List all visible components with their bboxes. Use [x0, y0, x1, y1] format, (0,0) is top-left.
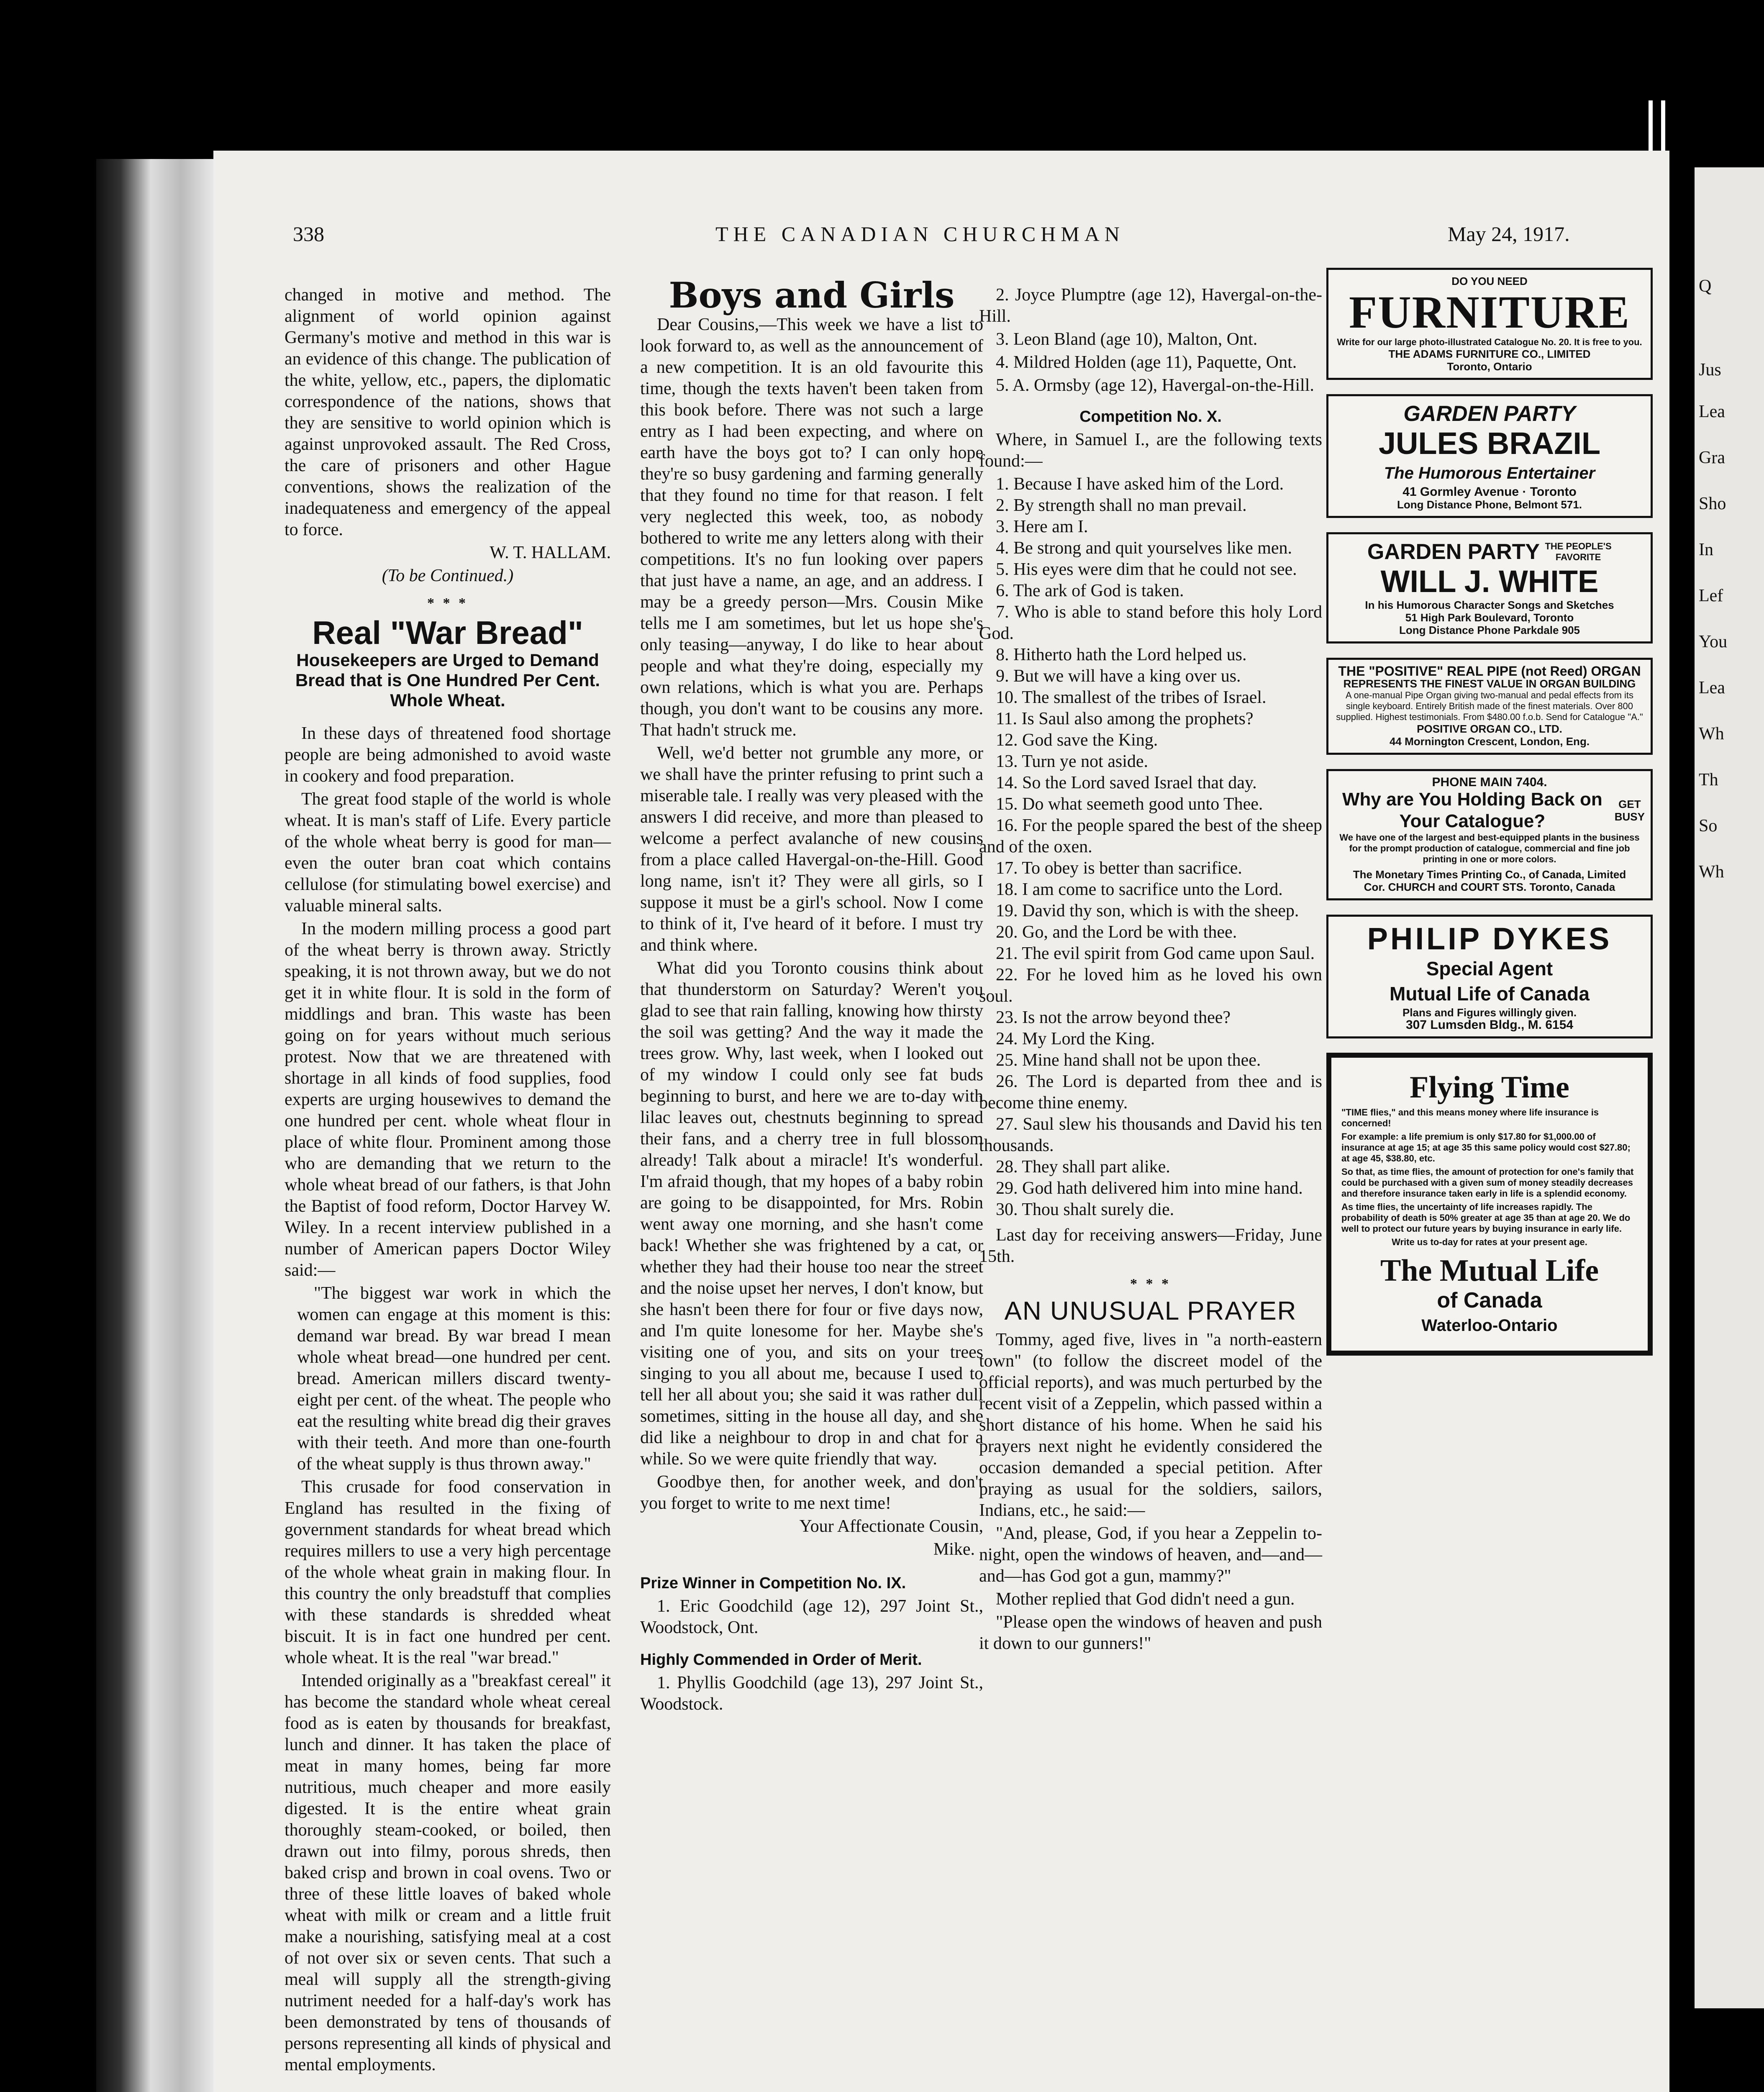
edge-word: Sho [1699, 494, 1726, 513]
edge-word: Wh [1699, 862, 1724, 882]
masthead-title: THE CANADIAN CHURCHMAN [715, 222, 1125, 246]
edge-word: In [1699, 540, 1713, 559]
column-2 [640, 274, 983, 1717]
article-paragraph: "Please open the windows of heaven and push it down to our gunners!" [979, 1613, 1322, 1653]
article-paragraph: This crusade for food conservation in England has resulted in the fixing of government standards for wheat bread which requires millers to use a very high percentage of the whole wheat grain in making flour. In this country the only breadstuff that complies with these standards is shredded wheat biscuit. It is in fact one hundred per cent. whole wheat. It is the real "war bread." [285, 1477, 611, 1667]
list-item: 7. Who is able to stand before this holy Lord God. [979, 602, 1322, 643]
merit-heading: Highly Commended in Order of Merit. [640, 1651, 922, 1669]
article-paragraph: The great food staple of the world is whole wheat. It is man's staff of Life. Every particle of the whole wheat berry is good for man—even the outer bran coat which contains cellulose (for stimulating bowel exercise) and valuable mineral salts. [285, 790, 611, 915]
list-item: 29. God hath delivered him into mine hand. [996, 1179, 1303, 1198]
letter-paragraph: Dear Cousins,—This week we have a list to look forward to, as well as the announcement of a new competition. It is an old favourite this time, though the texts haven't been taken from this book before. There was not such a large entry as I had been expecting, and where on earth have the boys got to? I can only hope they're so busy gardening and farming generally that they found no time for that reason. I felt very neglected this week, too, as nobody bothered to write me any letters along with their competitions. It's no fun looking over papers that just have a name, an age, and an address. I may be a greedy person—Mrs. Cousin Mike tells me I am sometimes, but let us hope she's only teasing—anyway, I do like to hear about people and what they're doing, especially my own relations, which is what you are. Perhaps though, you don't want to be cousins any more. That hadn't struck me. [640, 315, 983, 740]
list-item: 10. The smallest of the tribes of Israel. [996, 688, 1267, 707]
ad-positive-organ [1326, 658, 1653, 755]
ad-line: 307 Lumsden Bldg., M. 6154 [1405, 1018, 1574, 1032]
letter-closing: Your Affectionate Cousin, [799, 1517, 983, 1536]
list-item: 27. Saul slew his thousands and David his ten thousands. [979, 1115, 1322, 1155]
list-item: 4. Be strong and quit yourselves like men. [996, 538, 1292, 558]
page-header [293, 222, 1665, 251]
prize-entry: 1. Eric Goodchild (age 12), 297 Joint St., Woodstock, Ont. [640, 1597, 983, 1637]
letter-signature: Mike. [933, 1540, 975, 1559]
list-item: 30. Thou shalt surely die. [996, 1200, 1174, 1219]
article-paragraph: Mother replied that God didn't need a gun. [996, 1590, 1295, 1609]
ad-mutual-life [1326, 1053, 1653, 1356]
ad-line: A one-manual Pipe Organ giving two-manual and pedal effects from its single keyboard. Entirely British made of the finest materials. Over 800 supplied. Highest testimonials. From $480.00 f.o.b. Send for Catalogue "A." [1336, 690, 1643, 722]
ad-line: So that, as time flies, the amount of protection for one's family that could be purchased with a given sum of money steadily decreases and therefore insurance taken early in life is a splendid economy. [1341, 1166, 1634, 1199]
list-item: 23. Is not the arrow beyond thee? [996, 1008, 1231, 1027]
edge-word: You [1699, 632, 1728, 651]
list-item: 14. So the Lord saved Israel that day. [996, 773, 1257, 792]
ad-line: Plans and Figures willingly given. [1402, 1006, 1577, 1019]
ad-line: Write us to-day for rates at your present age. [1392, 1237, 1587, 1247]
list-item: 12. God save the King. [996, 731, 1158, 750]
ad-line: Waterloo-Ontario [1421, 1316, 1558, 1335]
list-item: 13. Turn ye not aside. [996, 752, 1149, 771]
ad-headline: JULES BRAZIL [1378, 426, 1601, 461]
article-title: Real "War Bread" [312, 614, 583, 651]
ad-headline: WILL J. WHITE [1380, 564, 1599, 599]
ad-headline: Flying Time [1410, 1070, 1569, 1105]
ad-line: Mutual Life of Canada [1390, 983, 1590, 1005]
article-subtitle: Housekeepers are Urged to Demand Bread that is One Hundred Per Cent. Whole Wheat. [295, 650, 600, 710]
article-author: W. T. HALLAM. [490, 543, 611, 562]
ad-line: As time flies, the uncertainty of life increases rapidly. The probability of death is 50% greater at age 35 than at age 20. We do well to protect our future years by buying insurance in early life. [1341, 1202, 1631, 1234]
list-item: 18. I am come to sacrifice unto the Lord. [996, 880, 1283, 899]
ad-line: Special Agent [1426, 958, 1553, 979]
column-1 [285, 285, 611, 2077]
continued-note: (To be Continued.) [382, 566, 514, 585]
ad-line: PHONE MAIN 7404. [1432, 775, 1547, 789]
ad-line: "TIME flies," and this means money where life insurance is concerned! [1341, 1107, 1599, 1128]
list-item: 8. Hitherto hath the Lord helped us. [996, 645, 1247, 664]
ad-adams-furniture [1326, 268, 1653, 380]
ad-will-white [1326, 532, 1653, 643]
issue-date: May 24, 1917. [1448, 222, 1570, 246]
article-quote: "The biggest war work in which the women can engage at this moment is this: demand war bread. By war bread I mean whole wheat bread—one hundred per cent. bread. American millers discard twenty-eight per cent. of the wheat. The people who eat the resulting white bread dig their graves with their teeth. And more than one-fourth of the wheat supply is thus thrown away." [297, 1284, 611, 1474]
merit-entry: 4. Mildred Holden (age 11), Paquette, Ont. [996, 353, 1297, 372]
article-paragraph: changed in motive and method. The alignment of world opinion against Germany's motive and method in this war is an evidence of this change. The publication of the white, yellow, etc., papers, the diplomatic correspondence of the nations, shows that they are sensitive to world opinion which is against unprovoked assault. The Red Cross, the care of prisoners and other Hague conventions, shows the realization of the inadequateness and emergency of the appeal to force. [285, 285, 611, 539]
letter-paragraph: What did you Toronto cousins think about that thunderstorm on Saturday? Weren't you glad to see that rain falling, knowing how thirsty the soil was getting? And the way it made the trees grow. Why, last week, when I looked out of my window I could only see fat buds beginning to burst, and here we are to-day with lilac leaves out, chestnuts beginning to spread their fans, and a cherry tree in full blossom already! Talk about a miracle! It's wonderful. I'm afraid though, that my hopes of a baby robin are going to be disappointed, for Mrs. Robin went away one morning, and she hasn't come back! Whether she was frightened by a cat, or whether they had their house too near the street and the noise upset her nerves, I don't know, but she hasn't been there for four or five days now, and I'm quite lonesome for her. Maybe she's visiting one of you, and sits on your trees singing to you all about me, because I used to tell her all about you; she said it was rather dull sometimes, sitting in the house all day, and she did like a neighbour to drop in and chat for a while. So we were quite friendly that way. [640, 959, 983, 1469]
list-item: 5. His eyes were dim that he could not see. [996, 560, 1297, 579]
list-item: 28. They shall part alike. [996, 1157, 1170, 1177]
edge-word: Lea [1699, 678, 1725, 697]
article-paragraph: Intended originally as a "breakfast cereal" it has become the standard whole wheat cereal food as is eaten by thousands for breakfast, lunch and dinner. It has taken the place of meat in many homes, being far more nutritious, much cheaper and more easily digested. It is the entire wheat grain thoroughly steam-cooked, or boiled, then drawn out into filmy, porous shreds, then baked crisp and brown in coal ovens. Two or three of these little loaves of baked whole wheat with milk or cream and a little fruit make a nourishing, satisfying meal at a cost of not over six or seven cents. That such a meal will supply all the strength-giving nutriment needed for a half-day's work has been demonstrated by tens of thousands of persons representing all kinds of physical and mental employments. [285, 1671, 611, 2074]
ad-line: REPRESENTS THE FINEST VALUE IN ORGAN BUILDING [1343, 677, 1636, 690]
list-item: 24. My Lord the King. [996, 1029, 1155, 1049]
section-ornament: * * * [427, 595, 468, 611]
scanner-marker-top [1649, 100, 1665, 155]
competition-heading: Competition No. X. [1079, 408, 1222, 426]
article-title: AN UNUSUAL PRAYER [1004, 1297, 1297, 1325]
list-item: 25. Mine hand shall not be upon thee. [996, 1051, 1261, 1070]
article-paragraph: "And, please, God, if you hear a Zeppelin to-night, open the windows of heaven, and—and—and—has God got a gun, mammy?" [979, 1524, 1322, 1586]
edge-word: Gra [1699, 448, 1725, 467]
edge-word: Lef [1699, 586, 1723, 605]
ad-jules-brazil [1326, 394, 1653, 518]
list-item: 17. To obey is better than sacrifice. [996, 859, 1242, 878]
ad-headline: THE "POSITIVE" REAL PIPE (not Reed) ORGAN [1338, 664, 1641, 679]
list-item: 15. Do what seemeth good unto Thee. [996, 795, 1263, 814]
list-item: 3. Here am I. [996, 517, 1088, 536]
ad-headline: Why are You Holding Back on Your Catalogue? [1342, 789, 1602, 831]
advertisement-column [1326, 268, 1653, 1370]
ad-line: THE PEOPLE'S FAVORITE [1545, 541, 1612, 562]
book-spine [96, 159, 218, 2092]
facing-page-edge [1695, 167, 1764, 2008]
ad-philip-dykes [1326, 915, 1653, 1038]
list-item: 2. By strength shall no man prevail. [996, 496, 1247, 515]
ad-line: We have one of the largest and best-equipped plants in the business for the prompt production of catalogue, commercial and fine job printing in one or more colors. [1339, 832, 1640, 864]
ad-line: The Humorous Entertainer [1384, 464, 1595, 482]
ad-line: DO YOU NEED [1451, 275, 1528, 287]
ad-line: Long Distance Phone, Belmont 571. [1397, 498, 1582, 511]
edge-word: Lea [1699, 402, 1725, 421]
edge-word: Wh [1699, 724, 1724, 743]
ad-line: 41 Gormley Avenue · Toronto [1402, 485, 1577, 499]
list-item: 1. Because I have asked him of the Lord. [996, 474, 1284, 494]
ad-monetary-times [1326, 769, 1653, 900]
ad-line: Write for our large photo-illustrated Catalogue No. 20. It is free to you. [1337, 337, 1642, 347]
competition-texts-list [979, 474, 1322, 1220]
prize-heading: Prize Winner in Competition No. IX. [640, 1574, 906, 1592]
edge-word: Jus [1699, 360, 1721, 379]
list-item: 6. The ark of God is taken. [996, 581, 1184, 600]
edge-word: Th [1699, 770, 1718, 790]
ad-headline: PHILIP DYKES [1367, 921, 1612, 956]
merit-entry: 2. Joyce Plumptre (age 12), Havergal-on-the-Hill. [979, 285, 1322, 326]
ad-line: 44 Mornington Crescent, London, Eng. [1389, 735, 1590, 748]
ad-line: THE ADAMS FURNITURE CO., LIMITED [1388, 348, 1591, 360]
section-ornament: * * * [1130, 1276, 1171, 1292]
ad-line: GARDEN PARTY [1367, 540, 1540, 564]
column-3 [979, 285, 1322, 1656]
ad-line: of Canada [1437, 1288, 1542, 1313]
letter-paragraph: Goodbye then, for another week, and don't you forget to write to me next time! [640, 1472, 983, 1513]
ad-line: Long Distance Phone Parkdale 905 [1399, 624, 1580, 636]
list-item: 21. The evil spirit from God came upon Saul. [996, 944, 1315, 963]
ad-line: GET BUSY [1614, 798, 1645, 823]
deadline-note: Last day for receiving answers—Friday, June 15th. [979, 1225, 1322, 1266]
article-paragraph: In these days of threatened food shortage people are being admonished to avoid waste in cookery and food preparation. [285, 724, 611, 786]
edge-word: So [1699, 816, 1718, 836]
ad-line: 51 High Park Boulevard, Toronto [1405, 611, 1574, 624]
list-item: 9. But we will have a king over us. [996, 667, 1241, 686]
edge-word: Q [1699, 277, 1712, 296]
competition-intro: Where, in Samuel I., are the following texts found:— [979, 430, 1322, 471]
article-paragraph: In the modern milling process a good part of the wheat berry is thrown away. Strictly speaking, it is not thrown away, but we do not get it in white flour. It is sold in the form of middlings and bran. This waste has been going on for years without much serious protest. Now that we are threatened with shortage in all kinds of food supplies, food experts are urging housewives to demand the one hundred per cent. whole wheat flour in place of white flour. Prominent among those who are demanding that we return to the whole wheat bread of our fathers, is that John the Baptist of food reform, Doctor Harvey W. Wiley. In a recent interview published in a number of American papers Doctor Wiley said:— [285, 919, 611, 1280]
list-item: 16. For the people spared the best of the sheep and of the oxen. [979, 816, 1322, 856]
merit-entry: 1. Phyllis Goodchild (age 13), 297 Joint St., Woodstock. [640, 1673, 983, 1714]
merit-entry: 3. Leon Bland (age 10), Malton, Ont. [996, 330, 1258, 349]
ad-line: GARDEN PARTY [1403, 402, 1576, 426]
letter-paragraph: Well, we'd better not grumble any more, or we shall have the printer refusing to print such a miserable tale. I really was very pleased with the answers I did receive, and more than pleased to welcome a perfect avalanche of new cousins from a place called Havergal-on-the-Hill. Good long name, isn't it? They were all girls, so I suppose it must be a girl's school. Now I come to think of it, I've heard of it before. I must try and think where. [640, 743, 983, 955]
merit-entry: 5. A. Ormsby (age 12), Havergal-on-the-Hill. [996, 376, 1314, 395]
list-item: 22. For he loved him as he loved his own soul. [979, 965, 1322, 1006]
list-item: 20. Go, and the Lord be with thee. [996, 923, 1237, 942]
ad-headline: FURNITURE [1349, 287, 1630, 338]
list-item: 19. David thy son, which is with the sheep. [996, 901, 1299, 920]
section-title: Boys and Girls [669, 274, 955, 316]
ad-line: In his Humorous Character Songs and Sketches [1365, 599, 1614, 611]
page-number: 338 [293, 222, 324, 246]
ad-line: For example: a life premium is only $17.80 for $1,000.00 of insurance at age 15; at age 35 this same policy would cost $27.80; at age 45, $38.80, etc. [1341, 1131, 1631, 1164]
article-paragraph: Tommy, aged five, lives in "a north-eastern town" (to follow the discreet model of the official reports), and was much perturbed by the recent visit of a Zeppelin, which passed within a short distance of his home. When he said his prayers next night he evidently considered the occasion demanded a special petition. After praying as usual for the soldiers, sailors, Indians, etc., he said:— [979, 1330, 1322, 1520]
ad-company: The Mutual Life [1380, 1254, 1599, 1288]
list-item: 11. Is Saul also among the prophets? [996, 709, 1254, 728]
ad-line: The Monetary Times Printing Co., of Canada, Limited [1353, 868, 1626, 881]
list-item: 26. The Lord is departed from thee and is become thine enemy. [979, 1072, 1322, 1113]
ad-line: Cor. CHURCH and COURT STS. Toronto, Canada [1364, 881, 1615, 893]
ad-line: Toronto, Ontario [1447, 360, 1532, 373]
ad-line: POSITIVE ORGAN CO., LTD. [1417, 723, 1562, 735]
